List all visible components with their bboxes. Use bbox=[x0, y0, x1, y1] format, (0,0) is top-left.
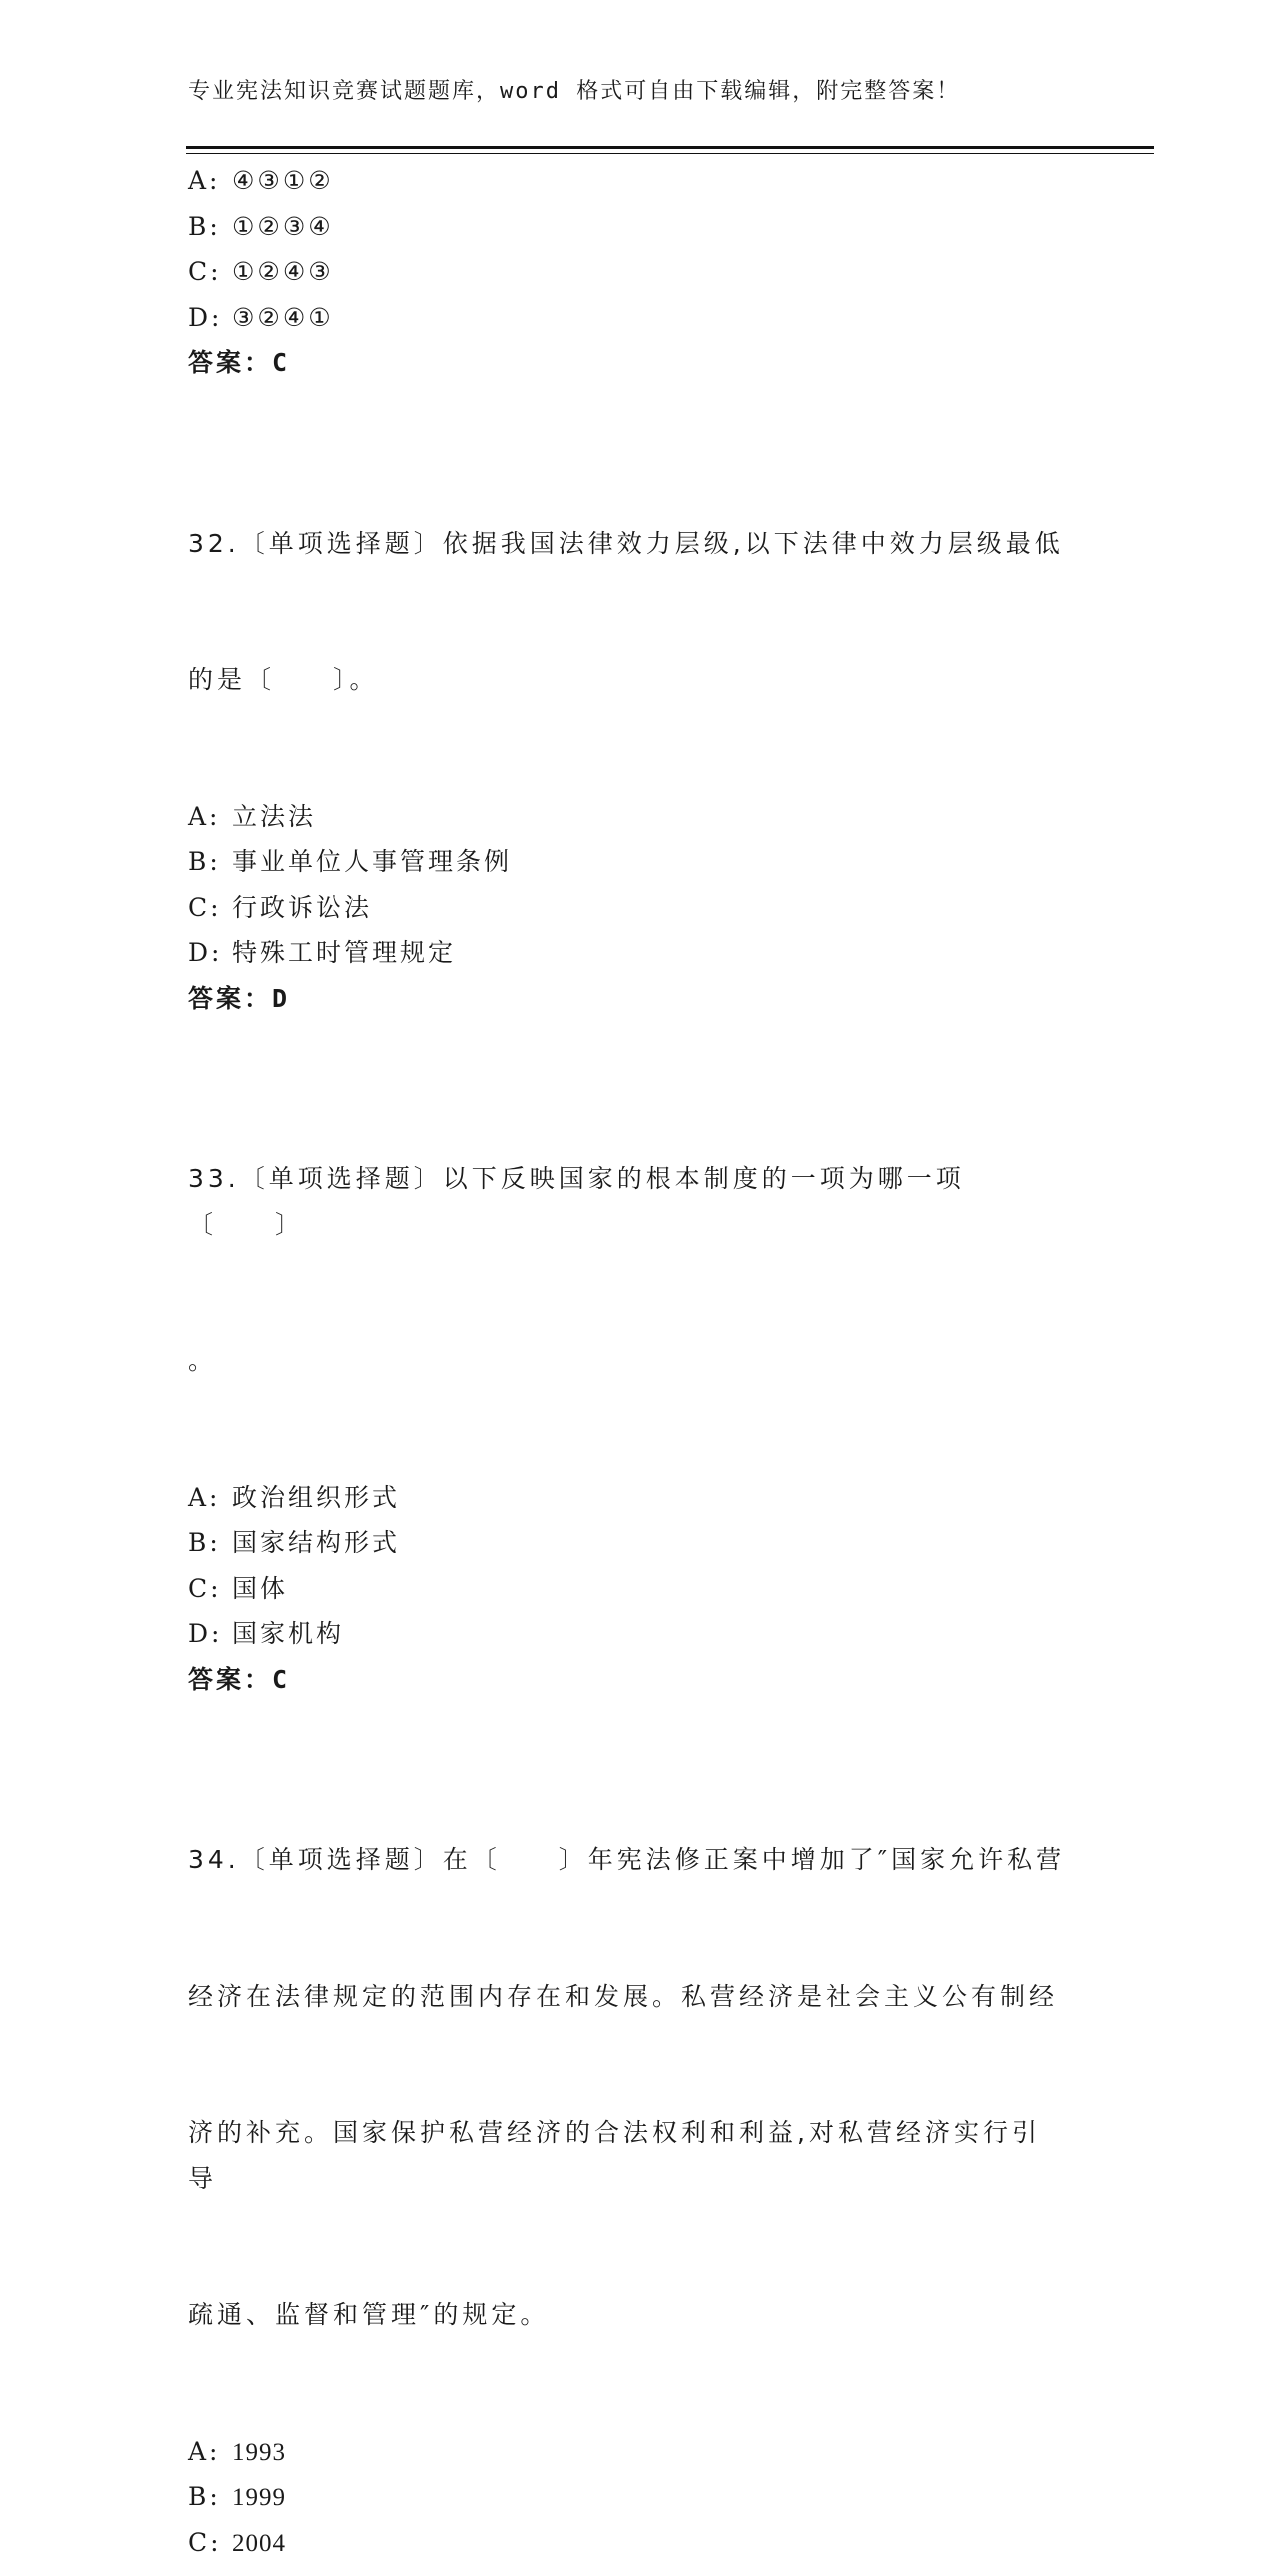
option-key: C: bbox=[188, 257, 222, 286]
option-key: D: bbox=[188, 938, 223, 967]
option-d bbox=[188, 295, 1088, 341]
option-a bbox=[188, 2429, 1088, 2475]
option-key: A: bbox=[188, 1482, 221, 1512]
page-header: 专业宪法知识竞赛试题题库，word 格式可自由下载编辑，附完整答案！ bbox=[188, 79, 961, 104]
answer-label: 答案： bbox=[188, 983, 273, 1013]
spacer bbox=[188, 386, 1088, 430]
answer-line bbox=[188, 1657, 1088, 1703]
answer-value: C bbox=[272, 1664, 291, 1694]
option-c bbox=[188, 1566, 1088, 1612]
option-value: 2004 bbox=[232, 2529, 286, 2557]
option-key: C: bbox=[188, 892, 222, 922]
option-value: 1993 bbox=[232, 2438, 286, 2466]
option-value: 事业单位人事管理条例 bbox=[232, 847, 513, 876]
question-line: 疏通、监督和管理″的规定。 bbox=[188, 2300, 550, 2329]
question-line: 。 bbox=[188, 1346, 218, 1375]
question-31-tail bbox=[188, 158, 1088, 386]
option-value: ③②④① bbox=[232, 302, 334, 332]
option-key: B: bbox=[188, 847, 221, 876]
answer-value: C bbox=[272, 348, 291, 377]
question-line: 33.〔单项选择题〕以下反映国家的根本制度的一项为哪一项〔 〕 bbox=[188, 1164, 965, 1239]
option-key: A: bbox=[188, 801, 221, 831]
question-line: 32.〔单项选择题〕依据我国法律效力层级,以下法律中效力层级最低 bbox=[188, 528, 1064, 558]
question-34 bbox=[188, 1746, 1088, 2565]
option-value: 立法法 bbox=[232, 801, 317, 831]
option-key: B: bbox=[188, 1528, 221, 1557]
option-key: B: bbox=[188, 2482, 221, 2511]
option-value: ①②④③ bbox=[232, 257, 334, 286]
option-b bbox=[188, 2474, 1088, 2520]
option-value: 1999 bbox=[232, 2484, 286, 2511]
option-value: 特殊工时管理规定 bbox=[232, 938, 457, 967]
answer-value: D bbox=[272, 983, 291, 1013]
spacer bbox=[188, 1702, 1088, 1746]
option-a bbox=[188, 794, 1088, 840]
option-key: D: bbox=[188, 1619, 223, 1648]
option-value: ④③①② bbox=[232, 166, 334, 195]
question-line: 经济在法律规定的范围内存在和发展。私营经济是社会主义公有制经 bbox=[188, 1981, 1059, 2011]
question-line: 的是〔 〕。 bbox=[188, 665, 379, 694]
option-key: D: bbox=[188, 302, 223, 332]
option-key: C: bbox=[188, 2527, 222, 2557]
option-value: 行政诉讼法 bbox=[232, 892, 373, 922]
option-value: 国体 bbox=[232, 1573, 289, 1603]
header-rule-thin bbox=[186, 153, 1154, 154]
question-stem bbox=[188, 1746, 1068, 2429]
answer-line bbox=[188, 976, 1088, 1022]
header-rule-thick bbox=[186, 146, 1154, 149]
answer-label: 答案： bbox=[188, 348, 273, 377]
document-body bbox=[188, 158, 1088, 2565]
option-key: A: bbox=[188, 166, 221, 195]
option-c bbox=[188, 2520, 1088, 2566]
option-a bbox=[188, 1475, 1088, 1521]
option-b bbox=[188, 839, 1088, 885]
option-value: 政治组织形式 bbox=[232, 1482, 401, 1512]
option-value: 国家结构形式 bbox=[232, 1528, 401, 1557]
option-d bbox=[188, 930, 1088, 976]
spacer bbox=[188, 1021, 1088, 1065]
question-32 bbox=[188, 430, 1088, 1022]
option-b bbox=[188, 204, 1088, 250]
question-33 bbox=[188, 1065, 1088, 1702]
option-key: A: bbox=[188, 2436, 221, 2466]
option-value: 国家机构 bbox=[232, 1619, 345, 1648]
option-key: B: bbox=[188, 211, 221, 241]
option-value: ①②③④ bbox=[232, 211, 334, 241]
question-line: 济的补充。国家保护私营经济的合法权利和利益,对私营经济实行引导 bbox=[188, 2118, 1041, 2193]
option-c bbox=[188, 885, 1088, 931]
option-b bbox=[188, 1520, 1088, 1566]
question-stem bbox=[188, 1065, 1068, 1475]
option-key: C: bbox=[188, 1573, 222, 1603]
option-c bbox=[188, 249, 1088, 295]
question-stem bbox=[188, 430, 1068, 794]
answer-label: 答案： bbox=[188, 1664, 273, 1694]
answer-line bbox=[188, 340, 1088, 386]
question-line: 34.〔单项选择题〕在〔 〕年宪法修正案中增加了″国家允许私营 bbox=[188, 1845, 1066, 1874]
option-a bbox=[188, 158, 1088, 204]
